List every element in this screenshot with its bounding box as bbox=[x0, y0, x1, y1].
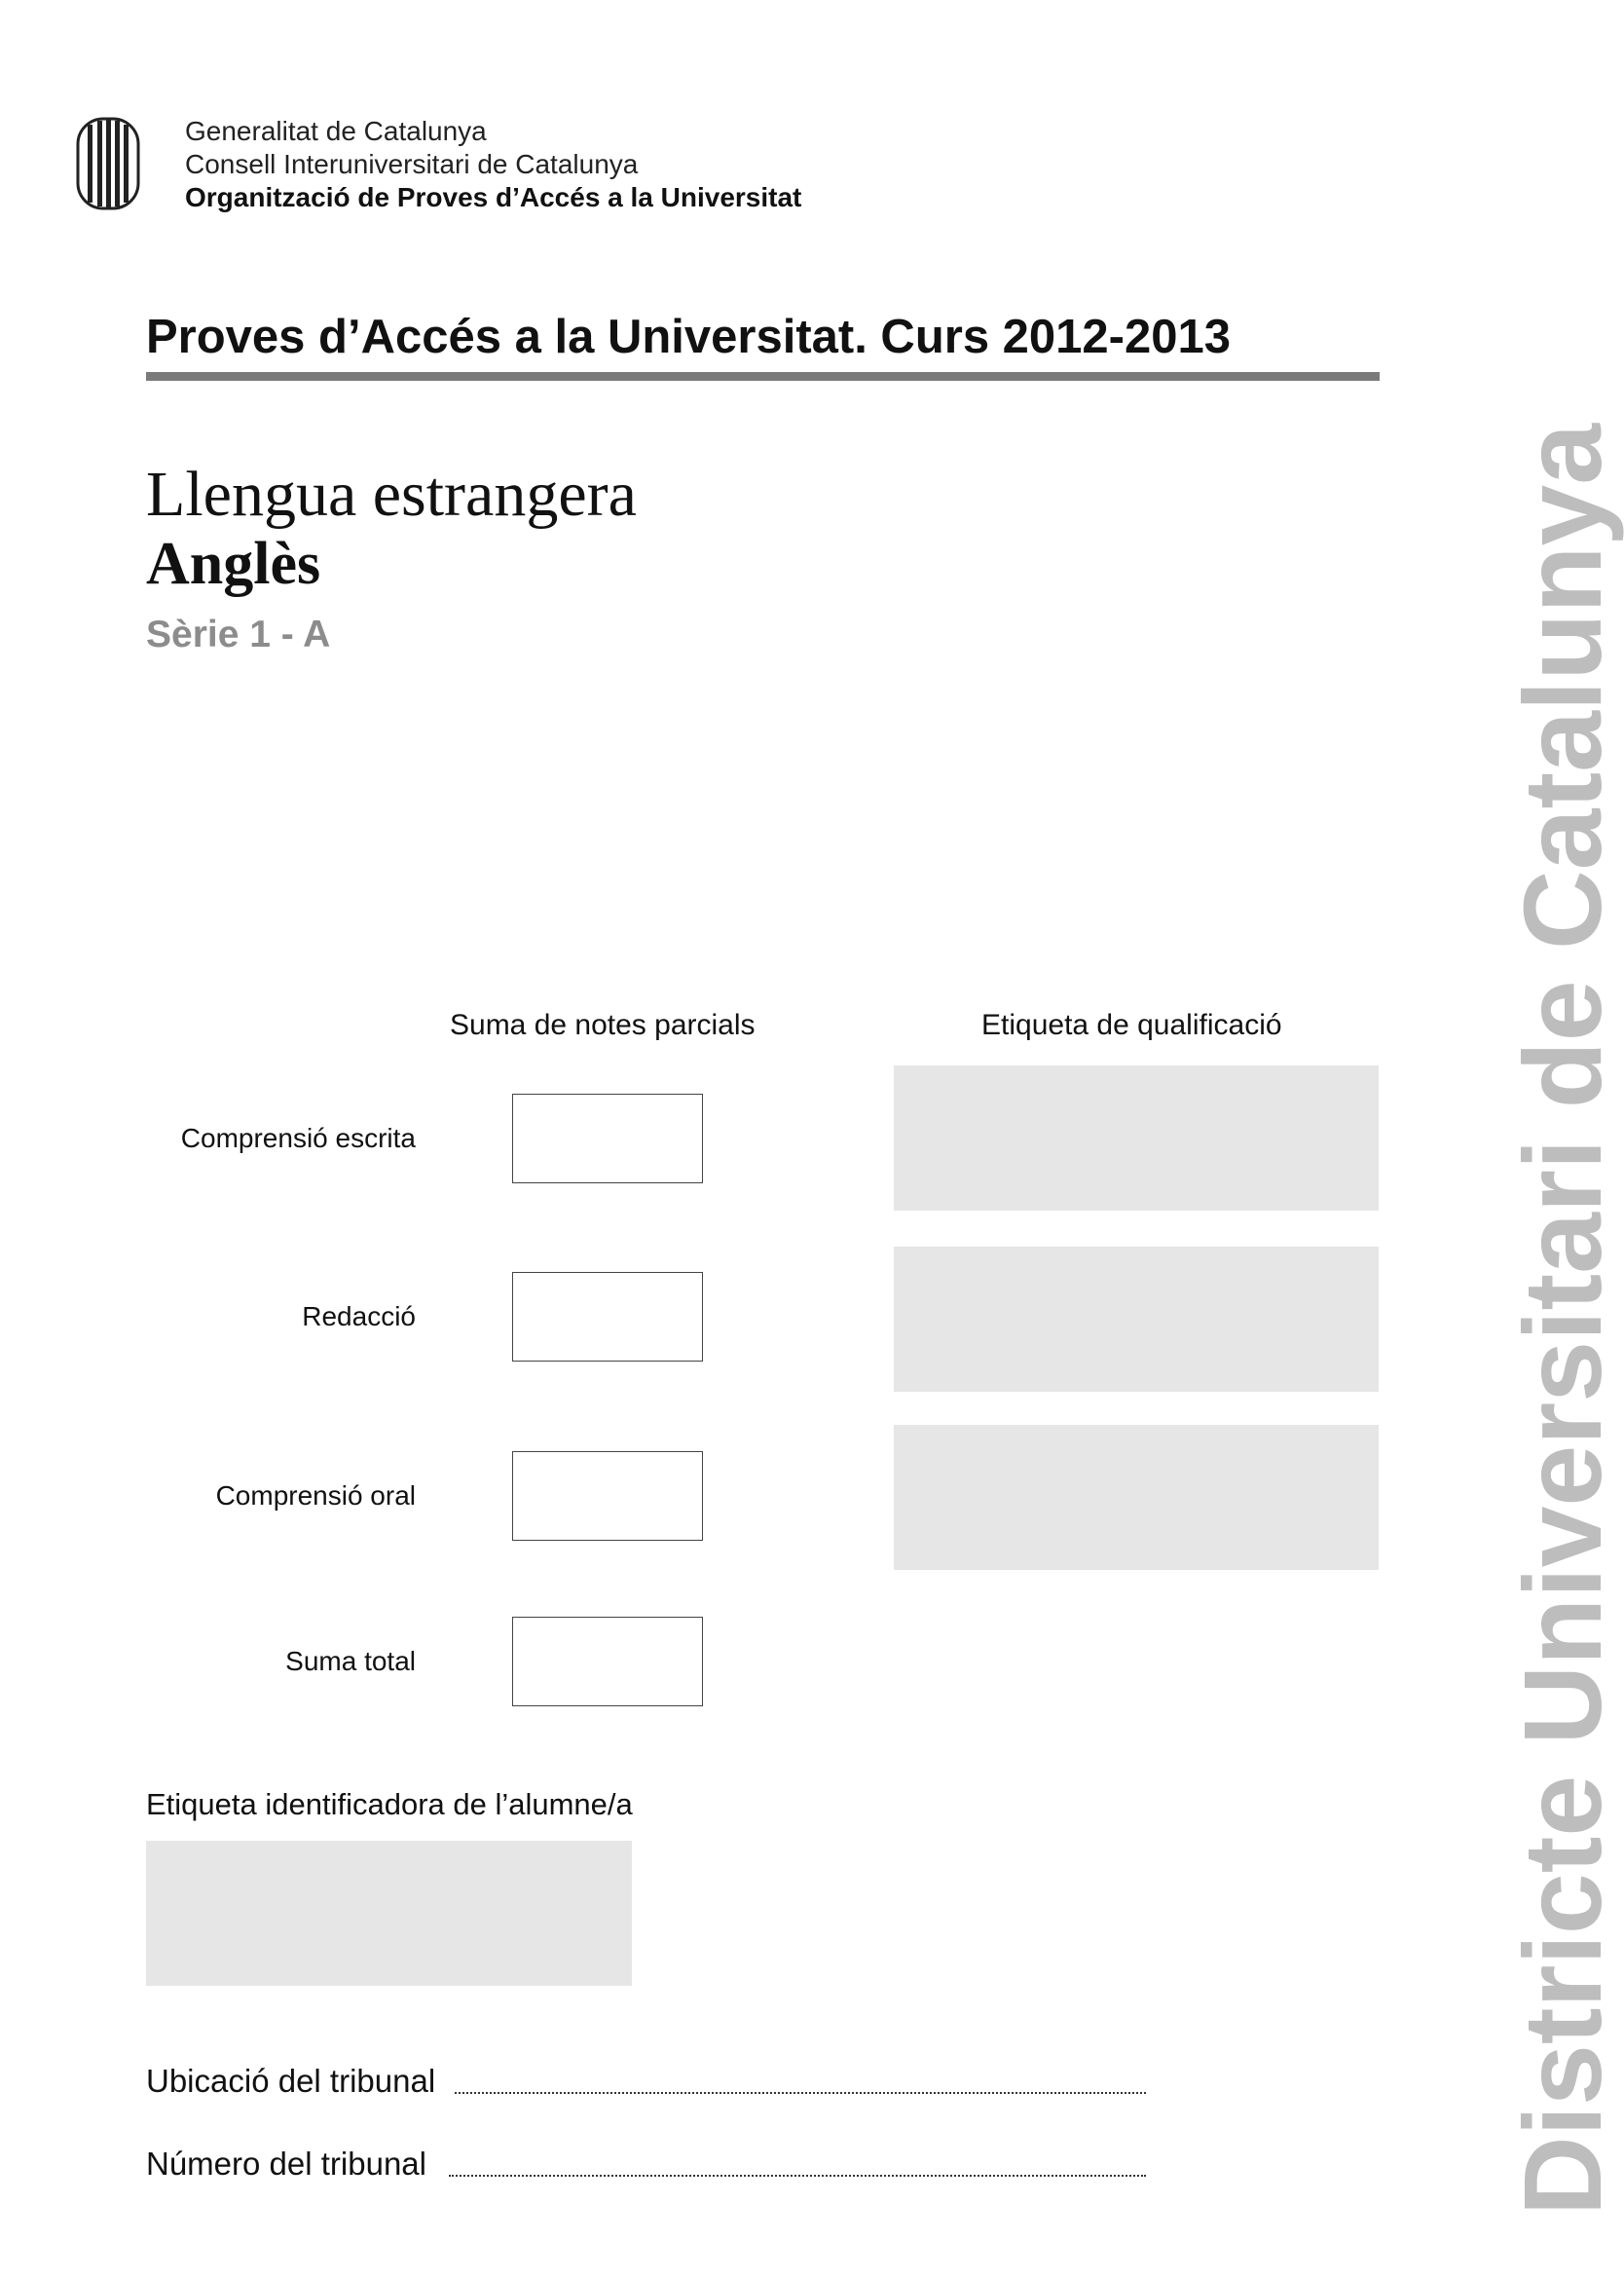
score-box-comprensio-oral[interactable] bbox=[512, 1451, 703, 1541]
header-generalitat: Generalitat de Catalunya bbox=[185, 116, 487, 146]
score-box-suma-total[interactable] bbox=[512, 1617, 703, 1706]
language-title: Anglès bbox=[146, 531, 321, 597]
grade-label-area-1 bbox=[894, 1065, 1379, 1211]
row-label-suma-total: Suma total bbox=[285, 1646, 416, 1676]
series-label: Sèrie 1 - A bbox=[146, 614, 331, 655]
exam-heading: Proves d’Accés a la Universitat. Curs 2012-2013 bbox=[146, 311, 1232, 363]
partial-sum-header: Suma de notes parcials bbox=[450, 1009, 756, 1041]
tribunal-location-label: Ubicació del tribunal bbox=[146, 2063, 436, 2099]
subject-title: Llengua estrangera bbox=[146, 459, 637, 530]
generalitat-logo-icon bbox=[76, 115, 140, 212]
tribunal-location-line[interactable] bbox=[455, 2092, 1146, 2094]
header-consell: Consell Interuniversitari de Catalunya bbox=[185, 149, 639, 179]
score-box-comprensio-escrita[interactable] bbox=[512, 1094, 703, 1183]
row-label-comprensio-oral: Comprensió oral bbox=[215, 1480, 416, 1511]
heading-rule bbox=[146, 372, 1380, 381]
grade-label-header: Etiqueta de qualificació bbox=[981, 1009, 1282, 1041]
district-side-text: Districte Universitari de Catalunya bbox=[1501, 423, 1624, 2216]
student-label-area bbox=[146, 1841, 632, 1986]
row-label-comprensio-escrita: Comprensió escrita bbox=[180, 1123, 416, 1153]
grade-label-area-3 bbox=[894, 1425, 1379, 1570]
grade-label-area-2 bbox=[894, 1247, 1379, 1392]
header-organitzacio: Organització de Proves d’Accés a la Universitat bbox=[185, 182, 802, 212]
score-box-redaccio[interactable] bbox=[512, 1272, 703, 1362]
student-label-caption: Etiqueta identificadora de l’alumne/a bbox=[146, 1787, 633, 1821]
tribunal-number-label: Número del tribunal bbox=[146, 2146, 426, 2182]
row-label-redaccio: Redacció bbox=[302, 1301, 416, 1331]
tribunal-number-line[interactable] bbox=[449, 2175, 1146, 2177]
